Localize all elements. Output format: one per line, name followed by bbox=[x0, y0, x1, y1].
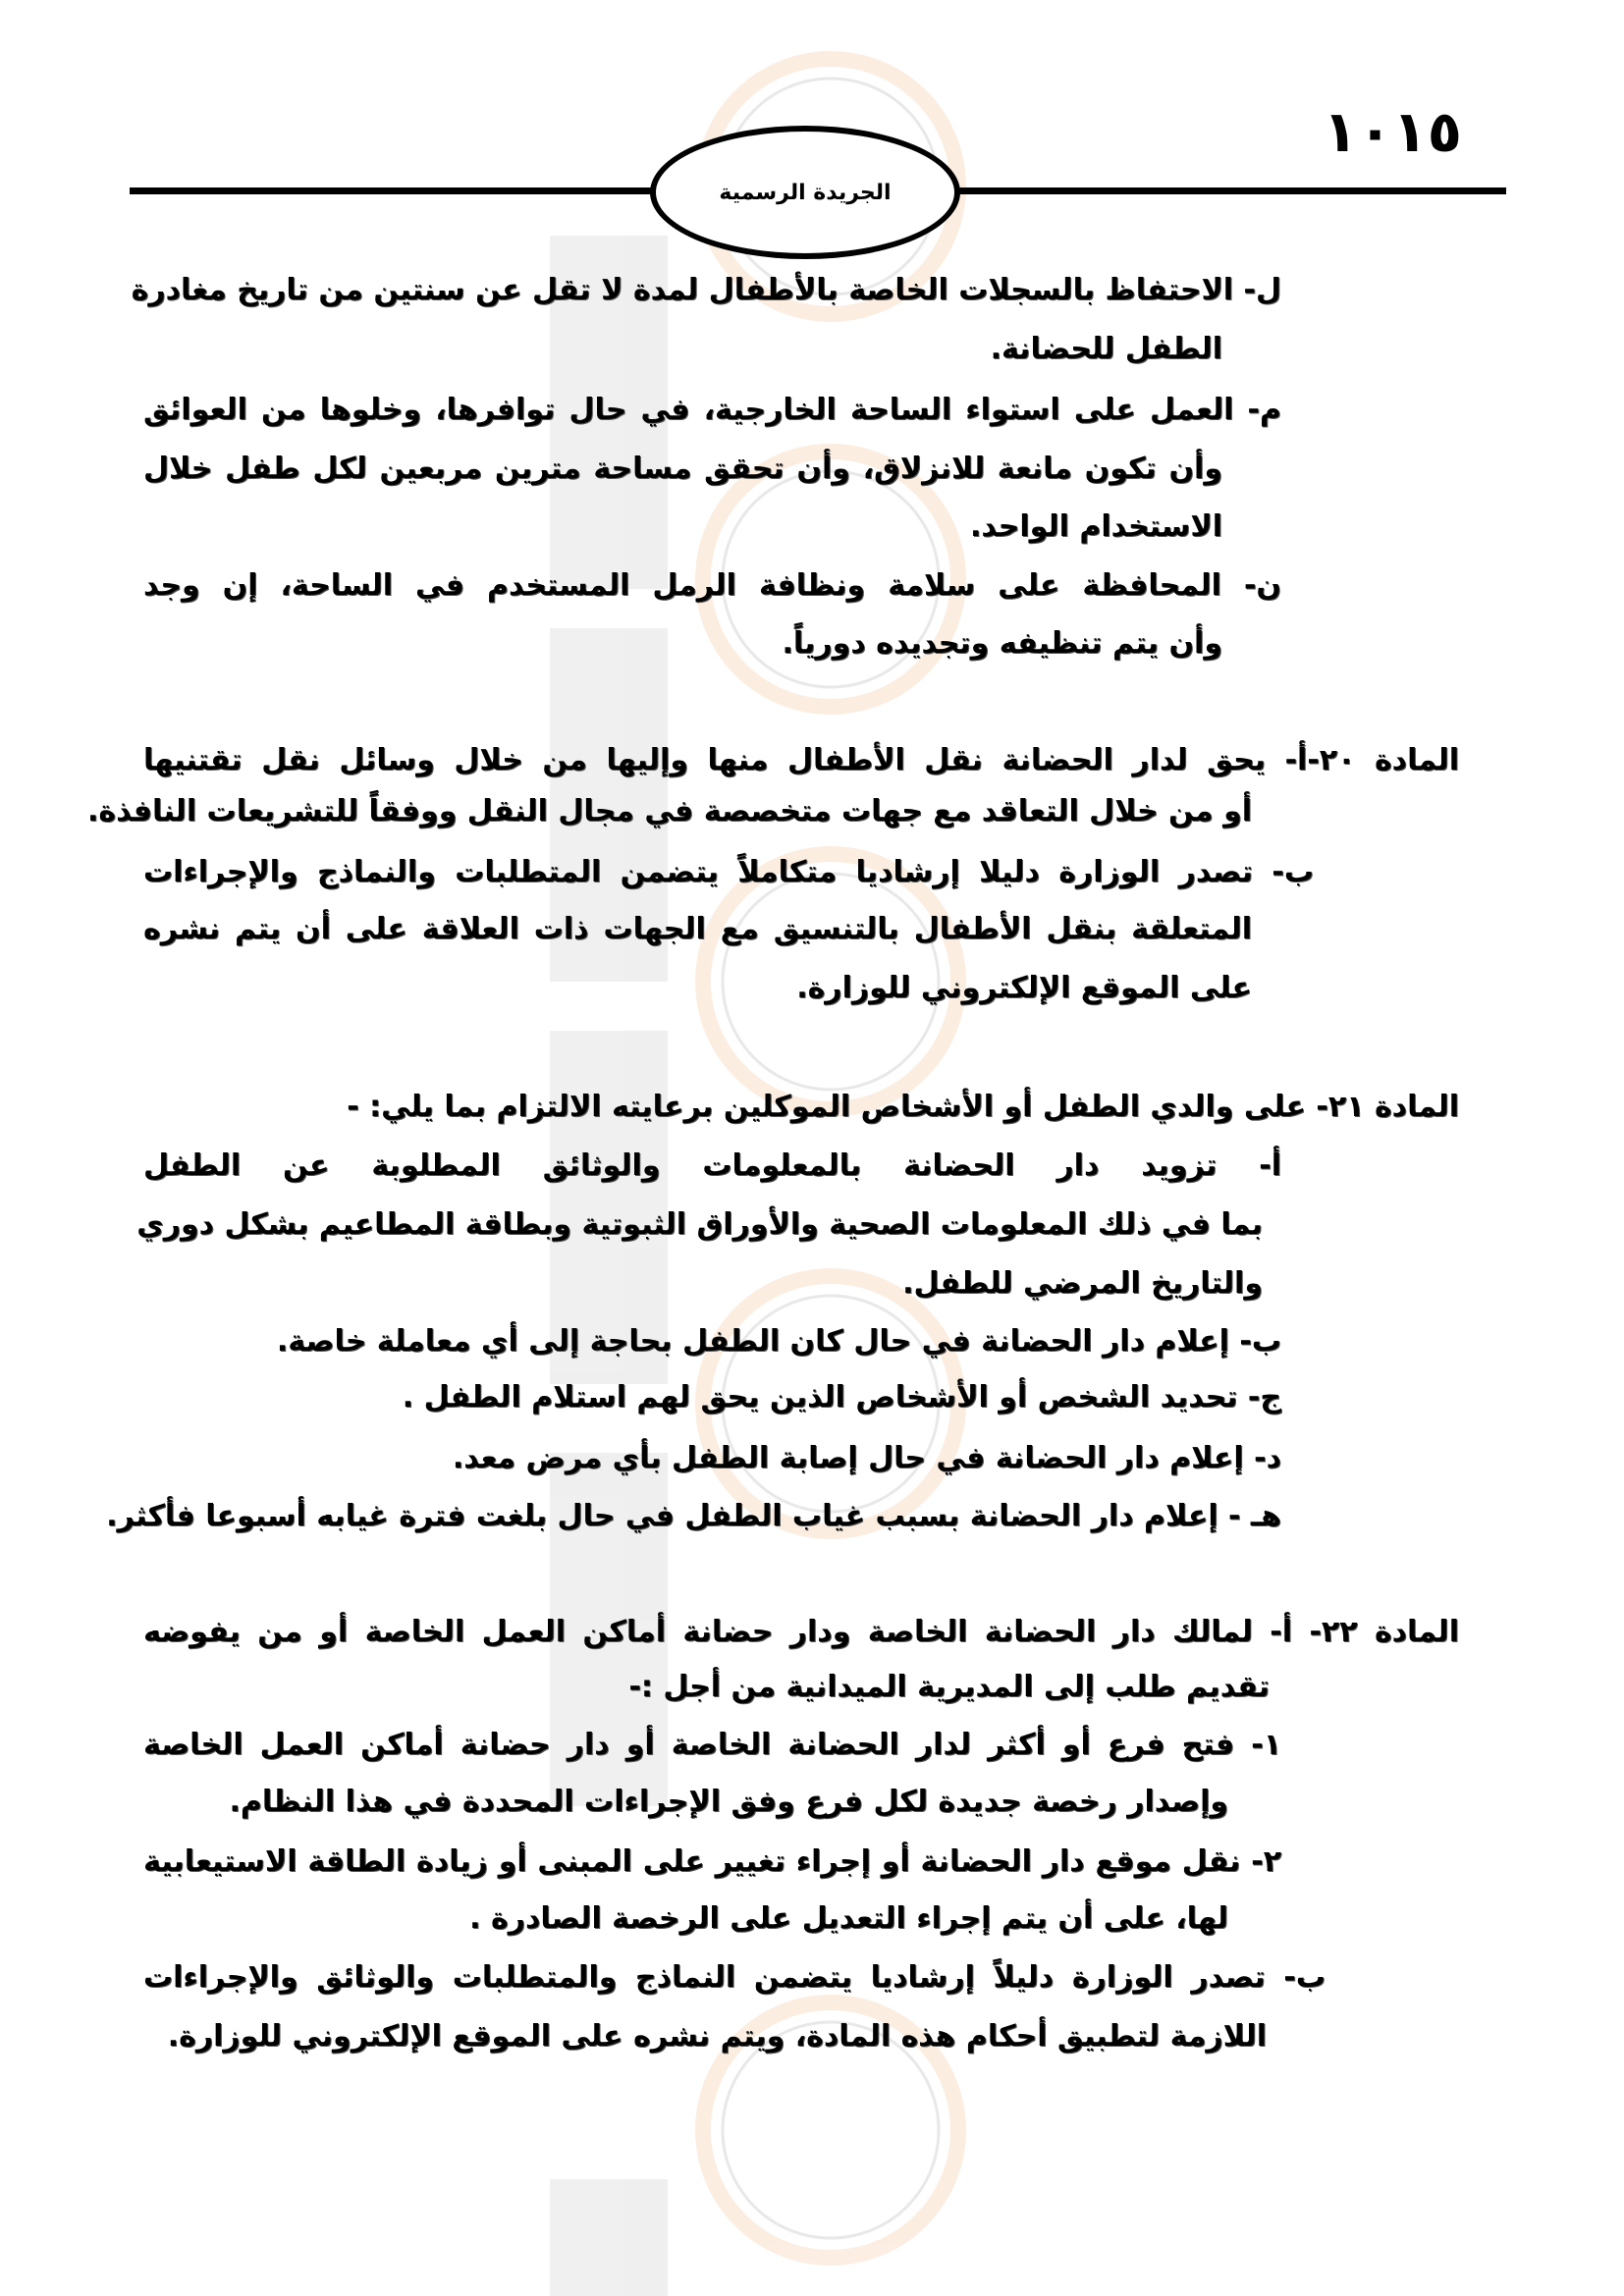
article-21-line: المادة ٢١- على والدي الطفل أو الأشخاص الموكلين برعايته الالتزام بما يلي: - bbox=[347, 1090, 1459, 1124]
article-20-line: على الموقع الإلكتروني للوزارة. bbox=[796, 971, 1252, 1005]
article-22-line: ٢- نقل موقع دار الحضانة أو إجراء تغيير على المبنى أو زيادة الطاقة الاستيعابية bbox=[143, 1844, 1281, 1879]
item-l-line: الطفل للحضانة. bbox=[990, 332, 1222, 366]
item-n-line: ن- المحافظة على سلامة ونظافة الرمل المستخدم في الساحة، إن وجد bbox=[143, 568, 1281, 603]
article-22-line: ب- تصدر الوزارة دليلاً إرشاديا يتضمن النماذج والمتطلبات والوثائق والإجراءات bbox=[143, 1960, 1326, 1995]
item-m-line: وأن تكون مانعة للانزلاق، وأن تحقق مساحة مترين مربعين لكل طفل خلال bbox=[143, 452, 1222, 486]
article-21-line: هـ - إعلام دار الحضانة بسبب غياب الطفل في حال بلغت فترة غيابه أسبوعا فأكثر. bbox=[106, 1499, 1281, 1533]
item-l-line: ل- الاحتفاظ بالسجلات الخاصة بالأطفال لمدة لا تقل عن سنتين من تاريخ مغادرة bbox=[131, 273, 1281, 307]
item-n-line: وأن يتم تنظيفه وتجديده دورياً. bbox=[782, 626, 1222, 661]
article-21-line: أ- تزويد دار الحضانة بالمعلومات والوثائق المطلوبة عن الطفل bbox=[143, 1148, 1281, 1183]
article-21-line: ب- إعلام دار الحضانة في حال كان الطفل بحاجة إلى أي معاملة خاصة. bbox=[276, 1324, 1281, 1359]
article-22-line: وإصدار رخصة جديدة لكل فرع وفق الإجراءات المحددة في هذا النظام. bbox=[229, 1785, 1228, 1819]
article-20-line: ب- تصدر الوزارة دليلا إرشاديا متكاملاً يتضمن المتطلبات والنماذج والإجراءات bbox=[143, 855, 1314, 889]
gazette-title-oval bbox=[650, 126, 960, 259]
gazette-title: الجريدة الرسمية bbox=[719, 180, 892, 205]
item-m-line: الاستخدام الواحد. bbox=[969, 509, 1222, 544]
article-20-line: المادة ٢٠-أ- يحق لدار الحضانة نقل الأطفال منها وإليها من خلال وسائل نقل تقتنيها bbox=[143, 743, 1459, 777]
page-number: ١٠١٥ bbox=[1323, 98, 1462, 165]
article-20-line: أو من خلال التعاقد مع جهات متخصصة في مجال النقل ووفقاً للتشريعات النافذة. bbox=[86, 794, 1252, 828]
article-21-line: د- إعلام دار الحضانة في حال إصابة الطفل بأي مرض معد. bbox=[452, 1441, 1281, 1475]
article-22-line: المادة ٢٢- أ- لمالك دار الحضانة الخاصة ودار حضانة أماكن العمل الخاصة أو من يفوضه bbox=[143, 1615, 1459, 1649]
article-21-line: والتاريخ المرضي للطفل. bbox=[902, 1266, 1263, 1301]
article-21-line: بما في ذلك المعلومات الصحية والأوراق الثبوتية وبطاقة المطاعيم بشكل دوري bbox=[136, 1207, 1263, 1242]
article-22-line: تقديم طلب إلى المديرية الميدانية من أجل :- bbox=[628, 1670, 1270, 1704]
article-21-line: ج- تحديد الشخص أو الأشخاص الذين يحق لهم استلام الطفل . bbox=[402, 1380, 1281, 1415]
article-20-line: المتعلقة بنقل الأطفال بالتنسيق مع الجهات ذات العلاقة على أن يتم نشره bbox=[143, 912, 1252, 946]
article-22-line: ١- فتح فرع أو أكثر لدار الحضانة الخاصة أو دار حضانة أماكن العمل الخاصة bbox=[143, 1728, 1281, 1762]
article-22-line: اللازمة لتطبيق أحكام هذه المادة، ويتم نشره على الموقع الإلكتروني للوزارة. bbox=[167, 2019, 1267, 2054]
article-22-line: لها، على أن يتم إجراء التعديل على الرخصة الصادرة . bbox=[469, 1901, 1228, 1936]
item-m-line: م- العمل على استواء الساحة الخارجية، في حال توافرها، وخلوها من العوائق bbox=[143, 393, 1281, 427]
clock-watermark-icon bbox=[550, 452, 958, 982]
